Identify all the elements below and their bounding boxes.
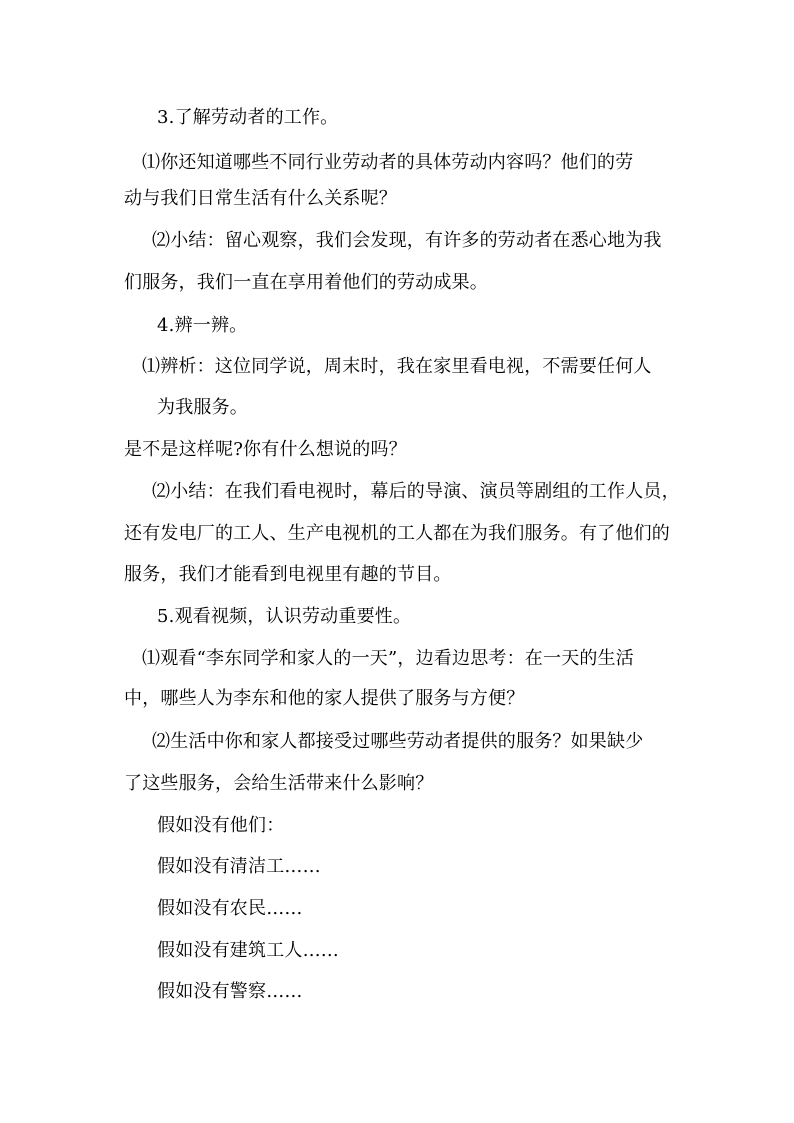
list-item: 假如没有建筑工人…… [157, 940, 339, 961]
heading-3: 3.了解劳动者的工作。 [157, 107, 339, 128]
paragraph-line: ⑵小结：留心观察，我们会发现，有许多的劳动者在悉心地为我 [152, 230, 662, 251]
paragraph-line: ⑴你还知道哪些不同行业劳动者的具体劳动内容吗？他们的劳 [142, 152, 634, 173]
paragraph-line: 中，哪些人为李东和他的家人提供了服务与方便？ [124, 688, 525, 709]
paragraph-line: ⑵生活中你和家人都接受过哪些劳动者提供的服务？如果缺少 [152, 731, 644, 752]
paragraph-line: ⑴辨析：这位同学说，周末时，我在家里看电视，不需要任何人 [142, 356, 652, 377]
paragraph-line: 还有发电厂的工人、生产电视机的工人都在为我们服务。有了他们的 [124, 523, 670, 544]
paragraph-line: ⑵小结：在我们看电视时，幕后的导演、演员等剧组的工作人员， [152, 481, 680, 502]
paragraph-line: 动与我们日常生活有什么关系呢？ [124, 188, 397, 209]
paragraph-line: 了这些服务，会给生活带来什么影响？ [124, 773, 434, 794]
list-item: 假如没有清洁工…… [157, 856, 321, 877]
heading-4: 4.辨一辨。 [157, 315, 248, 336]
heading-5: 5.观看视频，认识劳动重要性。 [157, 606, 412, 627]
list-item: 假如没有警察…… [157, 981, 303, 1002]
list-item: 假如没有农民…… [157, 898, 303, 919]
paragraph-line: ⑴观看“李东同学和家人的一天”，边看边思考：在一天的生活 [142, 648, 635, 669]
paragraph-line: 服务，我们才能看到电视里有趣的节目。 [124, 564, 452, 585]
paragraph-line: 为我服务。 [157, 397, 248, 418]
list-item: 假如没有他们： [157, 815, 285, 836]
paragraph-line: 们服务，我们一直在享用着他们的劳动成果。 [124, 272, 488, 293]
paragraph-line: 是不是这样呢?你有什么想说的吗？ [124, 439, 407, 460]
